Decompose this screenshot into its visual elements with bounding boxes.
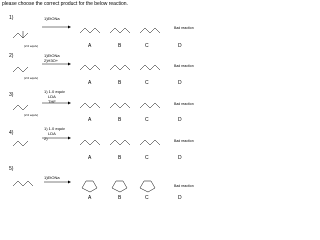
option-c-label[interactable]: C <box>145 80 149 86</box>
reagent-equivalents: (2.0 equiv) <box>24 113 39 117</box>
arrowhead <box>68 137 71 140</box>
bad-reaction-option[interactable]: Bad reaction <box>174 26 194 30</box>
reaction-conditions: 1)EtONa <box>44 16 60 21</box>
option-c-label[interactable]: C <box>145 155 149 161</box>
reactant-structure <box>13 105 28 110</box>
option-a-label[interactable]: A <box>88 155 92 161</box>
question-number: 3) <box>9 92 14 98</box>
product-structures <box>80 65 160 70</box>
option-a-label[interactable]: A <box>88 195 92 201</box>
reaction-conditions: 1)EtONa <box>44 175 60 180</box>
option-c-label[interactable]: C <box>145 117 149 123</box>
product-structures <box>80 103 160 108</box>
option-d-label[interactable]: D <box>178 155 182 161</box>
option-d-label[interactable]: D <box>178 117 182 123</box>
option-b-label[interactable]: B <box>118 43 122 49</box>
reagent-equivalents: (2.0 equiv) <box>24 76 39 80</box>
option-c-label[interactable]: C <box>145 43 149 49</box>
bad-reaction-option[interactable]: Bad reaction <box>174 64 194 68</box>
arrowhead <box>68 102 71 105</box>
reaction-conditions: 1) 1.0 equiv LDA 2) <box>44 126 65 141</box>
bad-reaction-option[interactable]: Bad reaction <box>174 139 194 143</box>
option-c-label[interactable]: C <box>145 195 149 201</box>
question-number: 4) <box>9 130 14 136</box>
reactant-structure <box>13 31 28 38</box>
option-a-label[interactable]: A <box>88 80 92 86</box>
instruction-text: please choose the correct product for the below reaction. <box>2 1 128 7</box>
arrowhead <box>68 26 71 29</box>
option-a-label[interactable]: A <box>88 43 92 49</box>
product-structures <box>82 181 155 192</box>
reaction-conditions: 1)EtONa 2)H3O+ <box>44 53 60 63</box>
option-b-label[interactable]: B <box>118 195 122 201</box>
reactant-structure <box>13 141 28 146</box>
option-d-label[interactable]: D <box>178 43 182 49</box>
bad-reaction-option[interactable]: Bad reaction <box>174 102 194 106</box>
product-structures <box>80 28 160 33</box>
reaction-conditions: 1) 1.0 equiv LDA THF <box>44 89 65 104</box>
option-d-label[interactable]: D <box>178 195 182 201</box>
question-number: 2) <box>9 53 14 59</box>
product-structures <box>80 140 160 145</box>
reactant-structure <box>13 181 33 186</box>
arrowhead <box>68 181 71 184</box>
question-number: 5) <box>9 166 14 172</box>
question-number: 1) <box>9 15 14 21</box>
reactant-structure <box>13 67 28 72</box>
option-b-label[interactable]: B <box>118 80 122 86</box>
reagent-equivalents: (2.0 equiv) <box>24 44 39 48</box>
bad-reaction-option[interactable]: Bad reaction <box>174 184 194 188</box>
option-b-label[interactable]: B <box>118 155 122 161</box>
option-b-label[interactable]: B <box>118 117 122 123</box>
option-d-label[interactable]: D <box>178 80 182 86</box>
option-a-label[interactable]: A <box>88 117 92 123</box>
arrowhead <box>68 63 71 66</box>
